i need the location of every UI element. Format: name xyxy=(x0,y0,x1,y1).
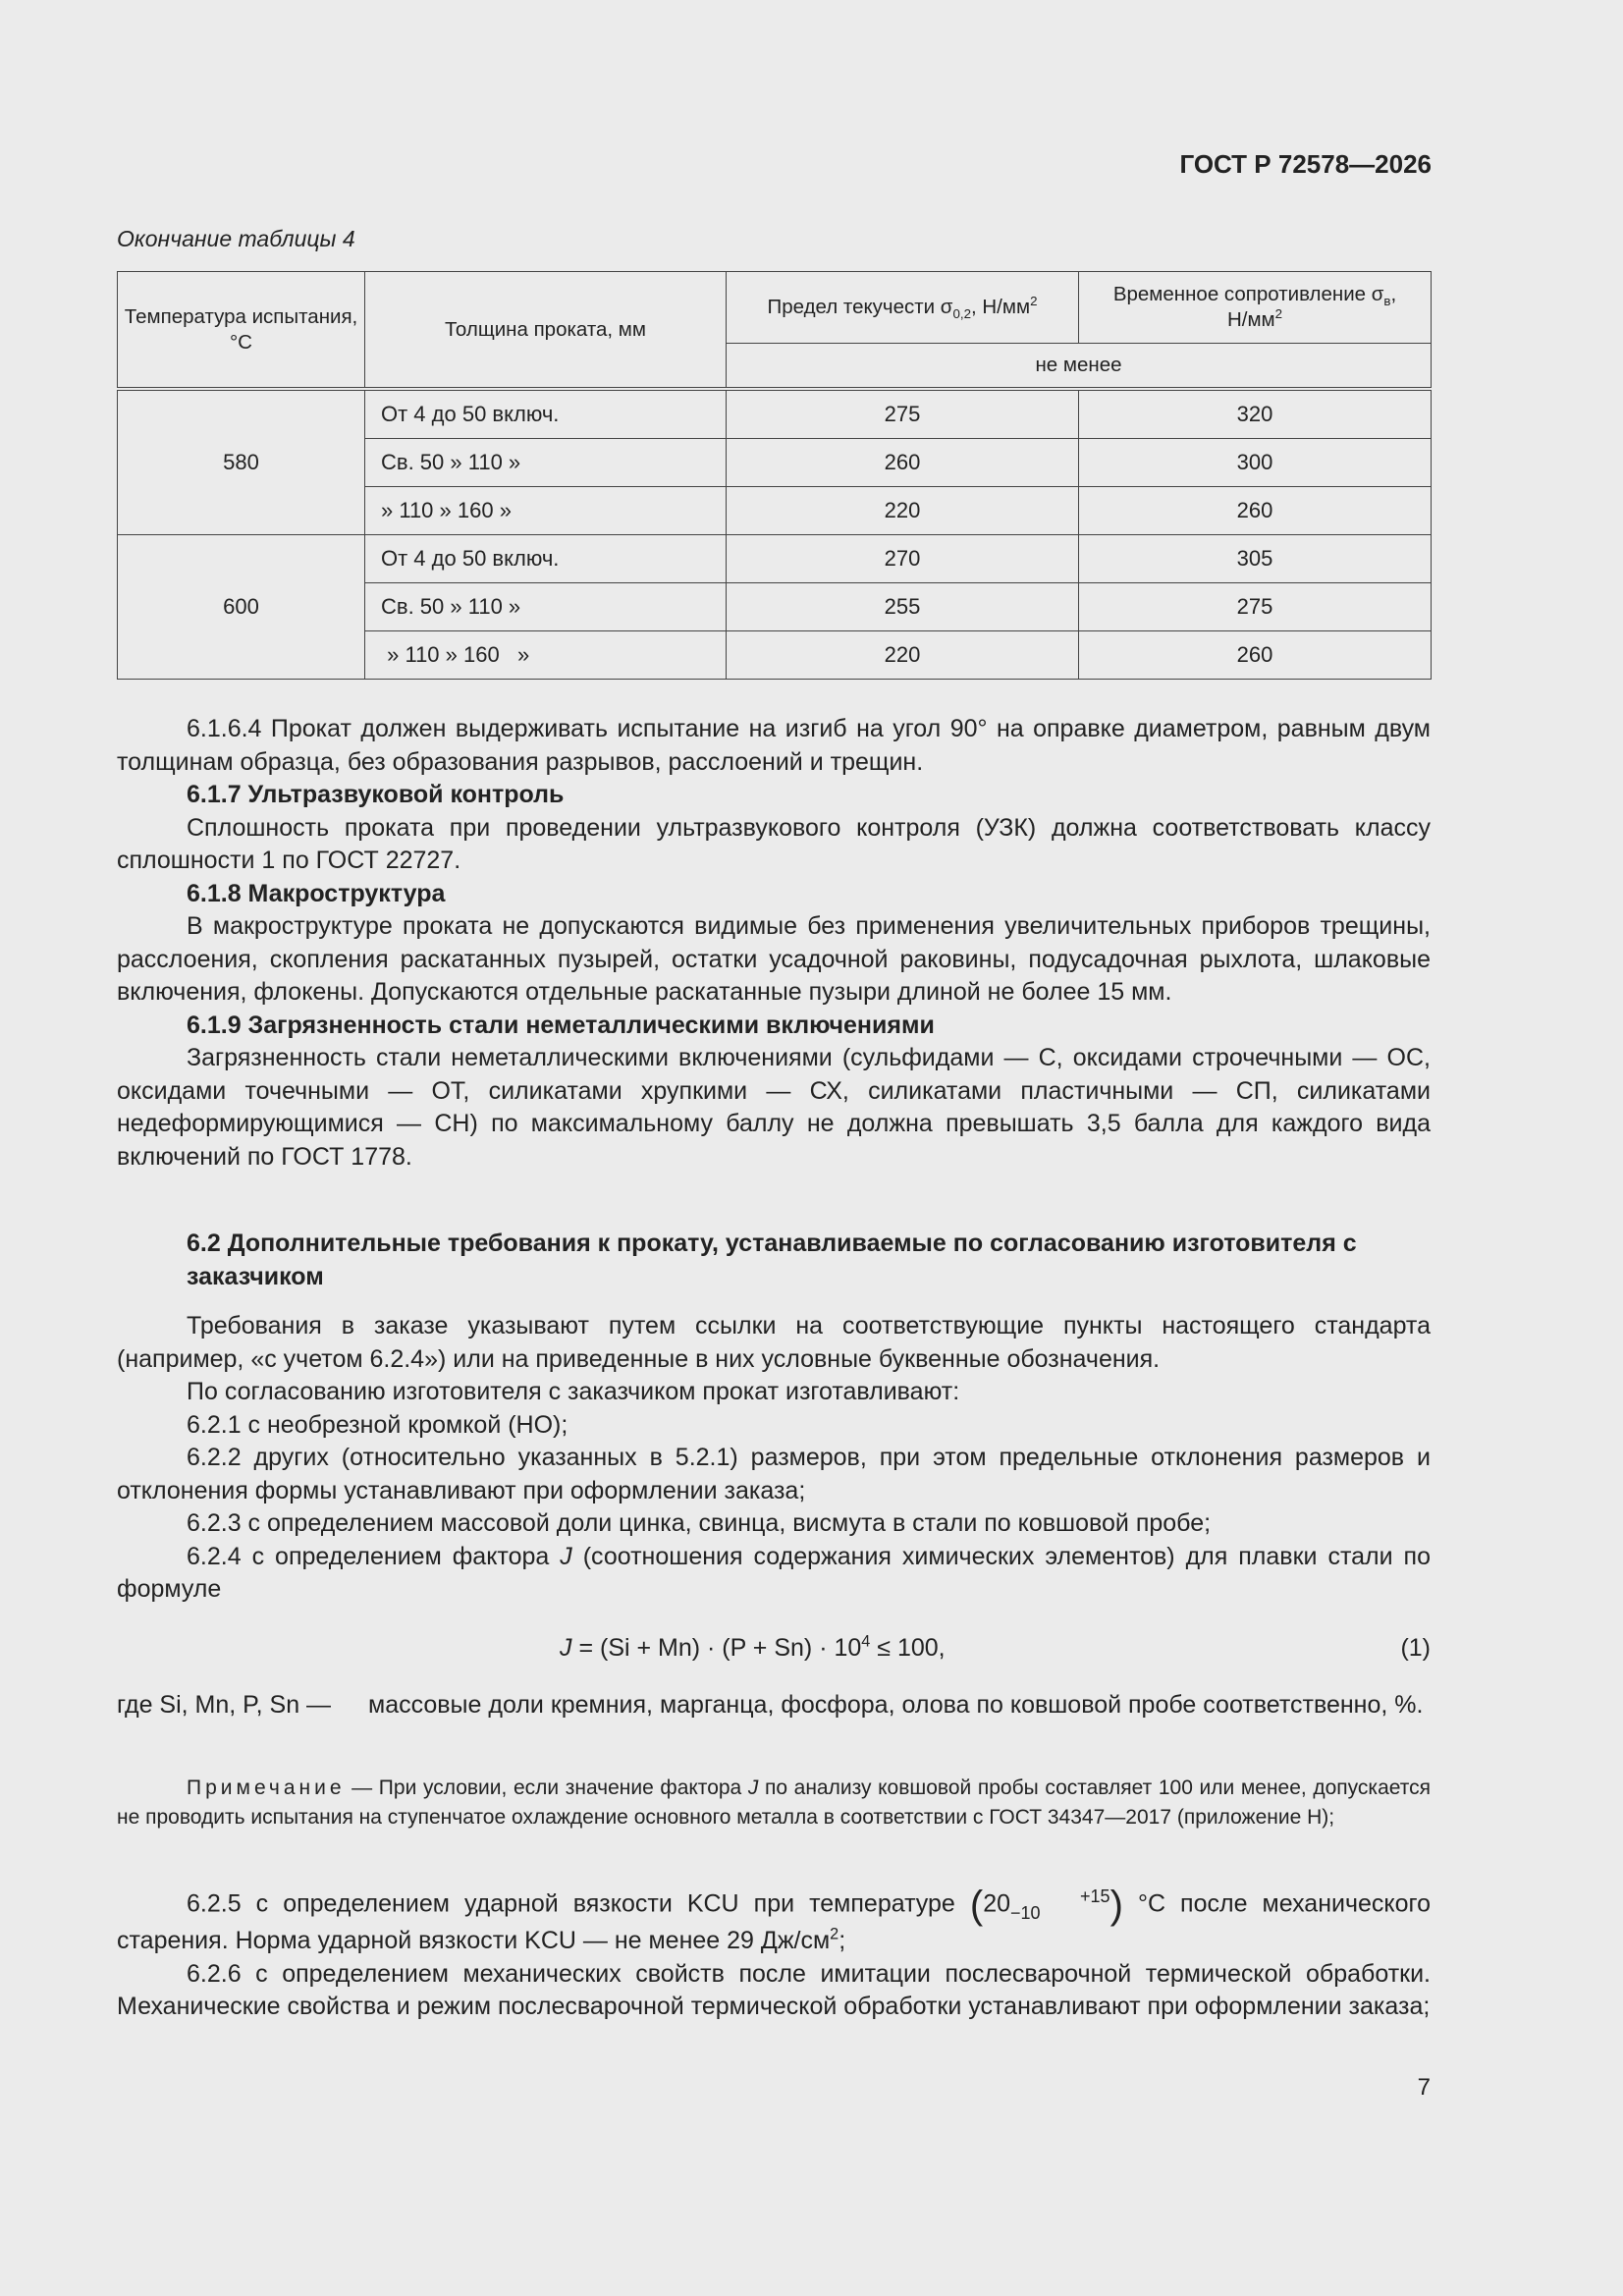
tensile-cell: 260 xyxy=(1079,487,1432,535)
section-6-1-text xyxy=(117,713,1431,1174)
note: Примечание — При условии, если значение фактора J по анализу ковшовой пробы составляет 100 или менее, допускается не проводить испытания на ступенчатое охлаждение основного металла в соответствии с ГОСТ 34347—2017 (приложение Н); xyxy=(117,1777,1431,1829)
yield-cell: 255 xyxy=(727,583,1079,631)
paragraph-6-2-5: 6.2.5 с определением ударной вязкости KCU при температуре (20 +15 −10 ) °С после механического старения. Норма ударной вязкости KCU — не менее 29 $Дж/см^2$; xyxy=(117,1884,1431,1954)
paragraph-6-2-4: 6.2.4 с определением фактора J (соотношения содержания химических элементов) для плавки стали по формуле xyxy=(117,1542,1431,1603)
paragraph-6-2-1: 6.2.1 с необрезной кромкой (НО); xyxy=(187,1410,568,1439)
paragraph-6-2-6: 6.2.6 с определением механических свойств после имитации послесварочной термической обработки. Механические свойства и режим послесварочной термической обработки устанавливают при оформлении заказа; xyxy=(117,1959,1431,2020)
note-label: Примечание xyxy=(187,1777,346,1799)
thickness-cell: » 110 » 160 » xyxy=(365,631,727,680)
header-tensile: Временное сопротивление $\sigma_в$, $Н/мм^2$ xyxy=(1079,272,1432,344)
formula-expression: $J = (Si + Mn) \cdot (P + Sn) \cdot 10^4 \le 100$, xyxy=(560,1632,946,1662)
paragraph-6-1-6-4: 6.1.6.4 Прокат должен выдерживать испытание на изгиб на угол 90° на оправке диаметром, равным двум толщинам образца, без образования разрывов, расслоений и трещин. xyxy=(117,715,1431,776)
paragraph-6-2-intro: Требования в заказе указывают путем ссылки на соответствующие пункты настоящего стандарта (например, «с учетом 6.2.4») или на приведенные в них условные буквенные обозначения. xyxy=(117,1312,1431,1373)
tensile-cell: 320 xyxy=(1079,389,1432,439)
paragraph-6-2-agreement: По согласованию изготовителя с заказчиком прокат изготавливают: xyxy=(187,1378,960,1405)
yield-cell: 260 xyxy=(727,439,1079,487)
heading-6-1-8: 6.1.8 Макроструктура xyxy=(187,879,446,907)
thickness-cell: » 110 » 160 » xyxy=(365,487,727,535)
table-row xyxy=(118,535,1432,583)
header-yield: Предел текучести $\sigma_{0,2}$, $Н/мм^2$ xyxy=(727,272,1079,344)
tensile-cell: 260 xyxy=(1079,631,1432,680)
legend-definition: массовые доли кремния, марганца, фосфора, олова по ковшовой пробе соответственно, %. xyxy=(368,1691,1424,1719)
section-6-2-continued xyxy=(117,1886,1431,2024)
thickness-cell: От 4 до 50 включ. xyxy=(365,535,727,583)
heading-6-2: 6.2 Дополнительные требования к прокату, устанавливаемые по согласованию изготовителя с заказчиком xyxy=(187,1230,1357,1290)
legend-label: где Si, Mn, P, Sn — xyxy=(117,1691,332,1719)
heading-6-1-9: 6.1.9 Загрязненность стали неметаллическими включениями xyxy=(187,1011,935,1039)
table-caption: Окончание таблицы 4 xyxy=(117,226,355,251)
header-temperature: Температура испытания, °С xyxy=(118,272,365,390)
table-row xyxy=(118,389,1432,439)
thickness-cell: Св. 50 » 110 » xyxy=(365,583,727,631)
yield-cell: 220 xyxy=(727,631,1079,680)
paragraph-6-2-2: 6.2.2 других (относительно указанных в 5.2.1) размеров, при этом предельные отклонения размеров и отклонения формы устанавливают при оформлении заказа; xyxy=(117,1444,1431,1504)
temp-cell: 600 xyxy=(118,535,365,680)
thickness-cell: От 4 до 50 включ. xyxy=(365,389,727,439)
thickness-cell: Св. 50 » 110 » xyxy=(365,439,727,487)
temp-cell: 580 xyxy=(118,389,365,535)
paragraph-6-1-7: Сплошность проката при проведении ультразвукового контроля (УЗК) должна соответствовать классу сплошности 1 по ГОСТ 22727. xyxy=(117,813,1431,874)
yield-cell: 220 xyxy=(727,487,1079,535)
formula-legend xyxy=(117,1689,1431,1722)
tensile-cell: 300 xyxy=(1079,439,1432,487)
page-number: 7 xyxy=(1417,2074,1431,2101)
formula-number: (1) xyxy=(1400,1634,1431,1662)
properties-table xyxy=(117,271,1432,680)
document-code: ГОСТ Р 72578—2026 xyxy=(1179,149,1432,179)
header-thickness: Толщина проката, мм xyxy=(365,272,727,390)
tensile-cell: 305 xyxy=(1079,535,1432,583)
paragraph-6-2-3: 6.2.3 с определением массовой доли цинка, свинца, висмута в стали по ковшовой пробе; xyxy=(187,1509,1212,1537)
paragraph-6-1-8: В макроструктуре проката не допускаются видимые без применения увеличительных приборов трещины, расслоения, скопления раскатанных пузырей, остатки усадочной раковины, подусадочная рыхлота, шлаковые включения, флокены. Допускаются отдельные раскатанные пузыри длиной не более 15 мм. xyxy=(117,912,1431,1006)
tensile-cell: 275 xyxy=(1079,583,1432,631)
header-not-less: не менее xyxy=(727,344,1432,390)
paragraph-6-1-9: Загрязненность стали неметаллическими включениями (сульфидами — С, оксидами строчечными — ОС, оксидами точечными — ОТ, силикатами хрупкими — СХ, силикатами пластичными — СП, силикатами недеформирующимися — СН) по максимальному баллу не должна превышать 3,5 балла для каждого вида включений по ГОСТ 1778. xyxy=(117,1044,1431,1171)
heading-6-1-7: 6.1.7 Ультразвуковой контроль xyxy=(187,781,565,808)
section-6-2-text xyxy=(117,1310,1431,1607)
yield-cell: 270 xyxy=(727,535,1079,583)
yield-cell: 275 xyxy=(727,389,1079,439)
